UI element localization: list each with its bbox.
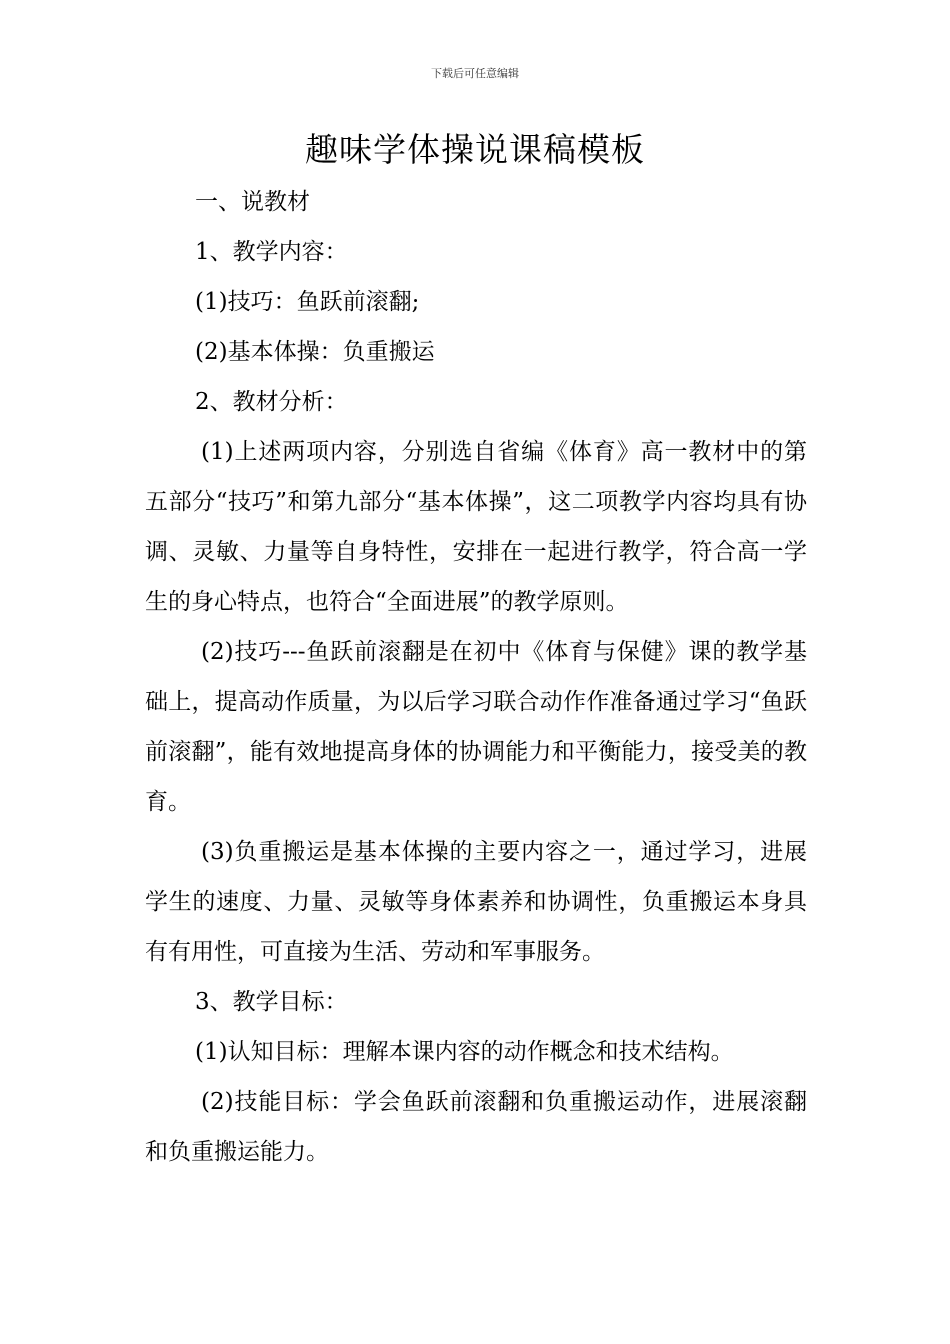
subsection-heading: 2、教材分析： — [195, 389, 348, 415]
list-item: (1)认知目标：理解本课内容的动作概念和技术结构。 — [195, 1039, 734, 1065]
subsection-heading: 3、教学目标： — [195, 989, 348, 1015]
body-paragraph: (2)技巧---鱼跃前滚翻是在初中《体育与保健》课的教学基础上，提高动作质量，为以后学习联合动作作准备通过学习“鱼跃前滚翻”，能有效地提高身体的协调能力和平衡能力，接受美的教育。 — [145, 639, 807, 815]
header-note: 下载后可任意编辑 — [431, 67, 519, 80]
section-heading: 一、说教材 — [195, 189, 310, 215]
list-item: (2)基本体操：负重搬运 — [195, 339, 435, 365]
body-paragraph: (1)上述两项内容，分别选自省编《体育》高一教材中的第五部分“技巧”和第九部分“基本体操”，这二项教学内容均具有协调、灵敏、力量等自身特性，安排在一起进行教学，符合高一学生的身心特点，也符合“全面进展”的教学原则。 — [145, 439, 807, 615]
subsection-heading: 1、教学内容： — [195, 239, 348, 265]
document-title: 趣味学体操说课稿模板 — [305, 130, 645, 169]
document-body — [145, 177, 807, 1177]
list-item: (2)技能目标：学会鱼跃前滚翻和负重搬运动作，进展滚翻和负重搬运能力。 — [145, 1089, 807, 1165]
list-item: (1)技巧：鱼跃前滚翻; — [195, 289, 420, 315]
body-paragraph: (3)负重搬运是基本体操的主要内容之一，通过学习，进展学生的速度、力量、灵敏等身体素养和协调性，负重搬运本身具有有用性，可直接为生活、劳动和军事服务。 — [145, 839, 807, 965]
